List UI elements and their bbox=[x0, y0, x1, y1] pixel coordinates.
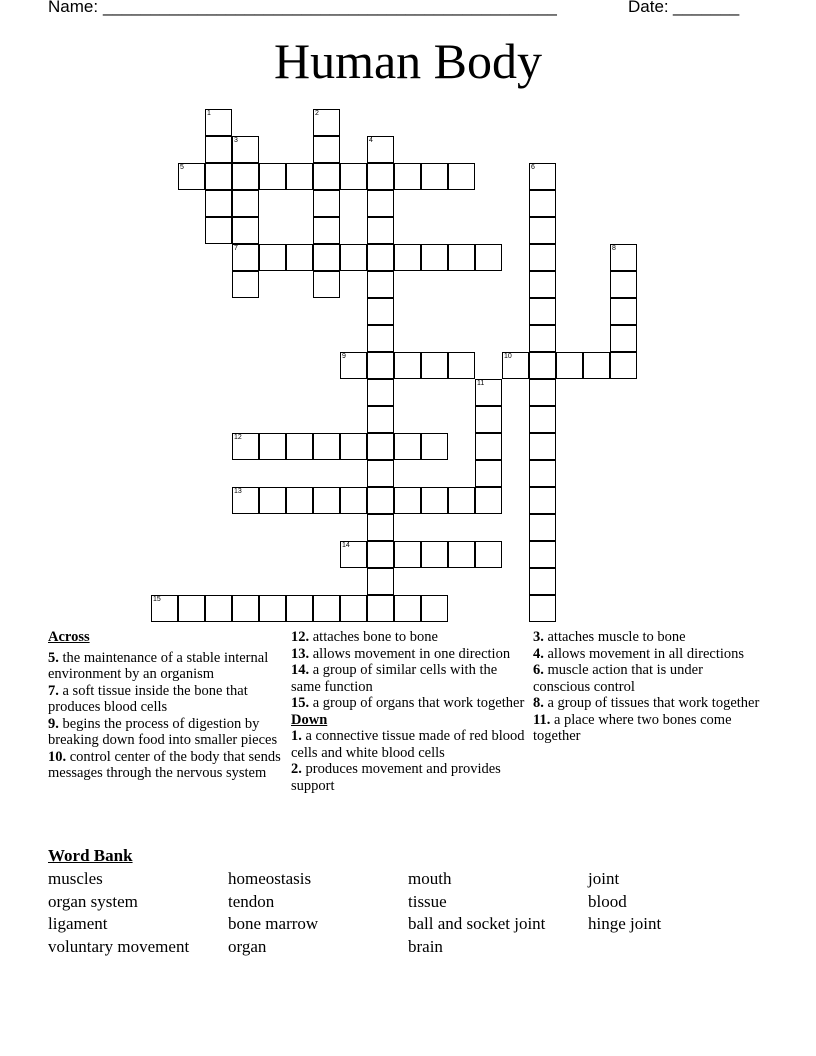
crossword-cell[interactable] bbox=[421, 244, 448, 271]
clue-number: 8. bbox=[533, 695, 544, 711]
clue-number: 5. bbox=[48, 649, 59, 666]
crossword-cell[interactable] bbox=[205, 190, 232, 217]
crossword-cell[interactable] bbox=[421, 541, 448, 568]
clue-text: a connective tissue made of red blood cells and white blood cells bbox=[291, 728, 525, 761]
crossword-cell[interactable] bbox=[394, 541, 421, 568]
crossword-cell[interactable] bbox=[232, 271, 259, 298]
cell-number: 15 bbox=[153, 596, 161, 603]
word-bank-column-2 bbox=[228, 868, 318, 958]
clue-text: a place where two bones come together bbox=[533, 711, 732, 744]
clue-across-13 bbox=[291, 646, 526, 663]
word-bank-column-4 bbox=[588, 868, 661, 936]
crossword-cell[interactable] bbox=[367, 487, 394, 514]
crossword-cell[interactable] bbox=[448, 487, 475, 514]
crossword-cell[interactable] bbox=[286, 487, 313, 514]
page-title: Human Body bbox=[273, 33, 543, 89]
clue-text: muscle action that is under conscious control bbox=[533, 662, 703, 695]
clue-text: a group of tissues that work together bbox=[547, 695, 760, 711]
crossword-cell[interactable] bbox=[394, 244, 421, 271]
crossword-cell[interactable] bbox=[529, 190, 556, 217]
crossword-cell[interactable] bbox=[448, 163, 475, 190]
word-bank-item: mouth bbox=[408, 869, 452, 888]
crossword-cell[interactable] bbox=[367, 379, 394, 406]
crossword-cell[interactable] bbox=[232, 136, 259, 163]
crossword-cell[interactable] bbox=[367, 244, 394, 271]
cell-number: 11 bbox=[477, 380, 485, 387]
crossword-cell[interactable] bbox=[556, 352, 583, 379]
clue-across-15 bbox=[291, 695, 526, 712]
word-bank-item: hinge joint bbox=[588, 914, 662, 933]
crossword-cell[interactable] bbox=[610, 352, 637, 379]
crossword-cell[interactable] bbox=[610, 325, 637, 352]
crossword-cell[interactable] bbox=[340, 244, 367, 271]
clue-down-1 bbox=[291, 728, 526, 761]
crossword-cell[interactable] bbox=[367, 136, 394, 163]
word-bank-item: ball and socket joint bbox=[408, 914, 546, 933]
clue-number: 7. bbox=[48, 682, 59, 699]
clue-number: 9. bbox=[48, 715, 59, 732]
clue-number: 13. bbox=[291, 645, 310, 662]
crossword-cell[interactable] bbox=[529, 406, 556, 433]
word-bank-item: organ system bbox=[48, 891, 138, 911]
crossword-cell[interactable] bbox=[421, 352, 448, 379]
word-bank-item: bone marrow bbox=[228, 914, 319, 933]
crossword-cell[interactable] bbox=[313, 595, 340, 622]
crossword-cell[interactable] bbox=[232, 433, 259, 460]
crossword-cell[interactable] bbox=[448, 541, 475, 568]
crossword-cell[interactable] bbox=[367, 271, 394, 298]
clue-text: the maintenance of a stable internal environment by an organism bbox=[48, 649, 269, 682]
crossword-cell[interactable] bbox=[232, 487, 259, 514]
down-heading: Down bbox=[291, 711, 328, 728]
crossword-cell[interactable] bbox=[313, 433, 340, 460]
cell-number: 2 bbox=[315, 110, 319, 117]
crossword-cell[interactable] bbox=[313, 190, 340, 217]
crossword-cell[interactable] bbox=[529, 298, 556, 325]
clue-text: produces movement and provides support bbox=[291, 761, 501, 794]
word-bank-item: tissue bbox=[408, 891, 447, 911]
crossword-cell[interactable] bbox=[367, 406, 394, 433]
crossword-cell[interactable] bbox=[259, 487, 286, 514]
cell-number: 8 bbox=[612, 245, 616, 252]
crossword-cell[interactable] bbox=[286, 595, 313, 622]
clue-number: 6. bbox=[533, 662, 544, 678]
crossword-cell[interactable] bbox=[475, 433, 502, 460]
crossword-cell[interactable] bbox=[367, 325, 394, 352]
crossword-cell[interactable] bbox=[529, 325, 556, 352]
crossword-cell[interactable] bbox=[313, 244, 340, 271]
word-bank-item: homeostasis bbox=[228, 869, 312, 888]
crossword-cell[interactable] bbox=[529, 379, 556, 406]
crossword-cell[interactable] bbox=[529, 271, 556, 298]
clue-text: allows movement in all directions bbox=[547, 645, 745, 662]
clue-down-6 bbox=[533, 662, 763, 695]
clue-text: begins the process of digestion by breaking down food into smaller pieces bbox=[48, 715, 278, 748]
clue-down-4 bbox=[533, 646, 763, 663]
clue-number: 4. bbox=[533, 645, 544, 662]
word-bank-column-1 bbox=[48, 868, 189, 958]
crossword-cell[interactable] bbox=[313, 271, 340, 298]
crossword-cell[interactable] bbox=[205, 136, 232, 163]
crossword-cell[interactable] bbox=[367, 460, 394, 487]
cell-number: 12 bbox=[234, 434, 242, 441]
crossword-cell[interactable] bbox=[178, 595, 205, 622]
clues-column-1 bbox=[48, 629, 283, 782]
crossword-cell[interactable] bbox=[367, 433, 394, 460]
crossword-cell[interactable] bbox=[475, 487, 502, 514]
cell-number: 10 bbox=[504, 353, 512, 360]
clue-across-9 bbox=[48, 716, 283, 749]
crossword-cell[interactable] bbox=[178, 163, 205, 190]
crossword-cell[interactable] bbox=[448, 352, 475, 379]
cell-number: 1 bbox=[207, 110, 211, 117]
word-bank-item: voluntary movement bbox=[48, 936, 190, 956]
crossword-cell[interactable] bbox=[340, 541, 367, 568]
crossword-cell[interactable] bbox=[340, 487, 367, 514]
word-bank-column-3 bbox=[408, 868, 545, 958]
crossword-cell[interactable] bbox=[475, 244, 502, 271]
crossword-cell[interactable] bbox=[286, 244, 313, 271]
clue-text: attaches muscle to bone bbox=[547, 629, 686, 645]
clue-text: attaches bone to bone bbox=[312, 629, 438, 645]
crossword-cell[interactable] bbox=[232, 190, 259, 217]
clue-text: a group of similar cells with the same function bbox=[291, 662, 498, 695]
word-bank-item: tendon bbox=[228, 891, 275, 911]
crossword-cell[interactable] bbox=[475, 460, 502, 487]
clue-down-11 bbox=[533, 712, 763, 745]
crossword-cell[interactable] bbox=[340, 595, 367, 622]
crossword-cell[interactable] bbox=[367, 298, 394, 325]
clue-number: 3. bbox=[533, 629, 544, 645]
clues-column-2 bbox=[291, 629, 526, 794]
crossword-cell[interactable] bbox=[367, 163, 394, 190]
crossword-cell[interactable] bbox=[394, 595, 421, 622]
clue-number: 10. bbox=[48, 748, 67, 765]
date-label: Date: bbox=[628, 0, 669, 16]
crossword-cell[interactable] bbox=[475, 541, 502, 568]
crossword-cell[interactable] bbox=[259, 163, 286, 190]
crossword-cell[interactable] bbox=[340, 433, 367, 460]
clues-column-3 bbox=[533, 629, 763, 745]
crossword-cell[interactable] bbox=[367, 352, 394, 379]
name-field[interactable]: ________________________________________________ bbox=[103, 0, 557, 16]
clue-down-2 bbox=[291, 761, 526, 794]
crossword-cell[interactable] bbox=[529, 460, 556, 487]
clue-text: a soft tissue inside the bone that produces blood cells bbox=[48, 682, 248, 715]
clue-text: allows movement in one direction bbox=[312, 645, 511, 662]
date-field[interactable]: _______ bbox=[673, 0, 740, 16]
crossword-cell[interactable] bbox=[583, 352, 610, 379]
crossword-cell[interactable] bbox=[205, 109, 232, 136]
crossword-cell[interactable] bbox=[313, 163, 340, 190]
crossword-cell[interactable] bbox=[394, 487, 421, 514]
crossword-cell[interactable] bbox=[340, 163, 367, 190]
crossword-cell[interactable] bbox=[367, 217, 394, 244]
cell-number: 3 bbox=[234, 137, 238, 144]
crossword-cell[interactable] bbox=[232, 163, 259, 190]
crossword-cell[interactable] bbox=[367, 595, 394, 622]
name-label: Name: bbox=[48, 0, 99, 16]
crossword-cell[interactable] bbox=[610, 244, 637, 271]
crossword-cell[interactable] bbox=[313, 487, 340, 514]
clue-across-12 bbox=[291, 629, 526, 646]
clue-across-7 bbox=[48, 683, 283, 716]
crossword-cell[interactable] bbox=[529, 541, 556, 568]
crossword-cell[interactable] bbox=[286, 163, 313, 190]
cell-number: 5 bbox=[180, 164, 184, 171]
crossword-cell[interactable] bbox=[475, 406, 502, 433]
crossword-cell[interactable] bbox=[610, 298, 637, 325]
word-bank-item: joint bbox=[588, 869, 620, 888]
crossword-cell[interactable] bbox=[529, 244, 556, 271]
word-bank-item: organ bbox=[228, 936, 267, 956]
crossword-cell[interactable] bbox=[286, 433, 313, 460]
clue-text: control center of the body that sends messages through the nervous system bbox=[48, 748, 281, 781]
crossword-cell[interactable] bbox=[313, 217, 340, 244]
crossword-cell[interactable] bbox=[205, 595, 232, 622]
cell-number: 4 bbox=[369, 137, 373, 144]
crossword-cell[interactable] bbox=[529, 163, 556, 190]
crossword-cell[interactable] bbox=[367, 541, 394, 568]
word-bank-item: brain bbox=[408, 936, 443, 956]
clue-down-3 bbox=[533, 629, 763, 646]
crossword-cell[interactable] bbox=[367, 190, 394, 217]
crossword-cell[interactable] bbox=[610, 271, 637, 298]
clue-number: 2. bbox=[291, 761, 302, 777]
clue-number: 15. bbox=[291, 695, 310, 711]
cell-number: 7 bbox=[234, 245, 238, 252]
clue-text: a group of organs that work together bbox=[312, 695, 525, 711]
crossword-cell[interactable] bbox=[313, 109, 340, 136]
clue-number: 14. bbox=[291, 662, 310, 678]
cell-number: 9 bbox=[342, 353, 346, 360]
crossword-cell[interactable] bbox=[475, 379, 502, 406]
crossword-cell[interactable] bbox=[313, 136, 340, 163]
crossword-cell[interactable] bbox=[529, 487, 556, 514]
crossword-cell[interactable] bbox=[421, 163, 448, 190]
crossword-cell[interactable] bbox=[259, 244, 286, 271]
cell-number: 14 bbox=[342, 542, 350, 549]
clue-number: 1. bbox=[291, 728, 302, 744]
crossword-cell[interactable] bbox=[259, 433, 286, 460]
crossword-cell[interactable] bbox=[394, 163, 421, 190]
word-bank-item: muscles bbox=[48, 869, 103, 888]
crossword-cell[interactable] bbox=[367, 568, 394, 595]
crossword-cell[interactable] bbox=[529, 514, 556, 541]
clue-down-8 bbox=[533, 695, 763, 712]
crossword-cell[interactable] bbox=[232, 217, 259, 244]
crossword-cell[interactable] bbox=[529, 595, 556, 622]
crossword-cell[interactable] bbox=[232, 244, 259, 271]
crossword-cell[interactable] bbox=[151, 595, 178, 622]
word-bank-item: ligament bbox=[48, 914, 108, 933]
cell-number: 13 bbox=[234, 488, 242, 495]
cell-number: 6 bbox=[531, 164, 535, 171]
clue-across-14 bbox=[291, 662, 526, 695]
crossword-cell[interactable] bbox=[394, 352, 421, 379]
crossword-cell[interactable] bbox=[421, 487, 448, 514]
across-heading: Across bbox=[48, 629, 90, 645]
crossword-cell[interactable] bbox=[529, 433, 556, 460]
crossword-cell[interactable] bbox=[448, 244, 475, 271]
clue-number: 11. bbox=[533, 711, 551, 728]
clue-across-5 bbox=[48, 650, 283, 683]
crossword-cell[interactable] bbox=[394, 433, 421, 460]
crossword-cell[interactable] bbox=[340, 352, 367, 379]
crossword-cell[interactable] bbox=[421, 433, 448, 460]
crossword-cell[interactable] bbox=[205, 217, 232, 244]
word-bank-title: Word Bank bbox=[48, 846, 133, 865]
crossword-cell[interactable] bbox=[367, 514, 394, 541]
crossword-cell[interactable] bbox=[421, 595, 448, 622]
crossword-cell[interactable] bbox=[232, 595, 259, 622]
crossword-cell[interactable] bbox=[529, 568, 556, 595]
crossword-cell[interactable] bbox=[529, 352, 556, 379]
crossword-cell[interactable] bbox=[529, 217, 556, 244]
crossword-cell[interactable] bbox=[502, 352, 529, 379]
crossword-cell[interactable] bbox=[259, 595, 286, 622]
word-bank-item: blood bbox=[588, 891, 627, 911]
clue-across-10 bbox=[48, 749, 283, 782]
crossword-cell[interactable] bbox=[205, 163, 232, 190]
clue-number: 12. bbox=[291, 629, 310, 645]
